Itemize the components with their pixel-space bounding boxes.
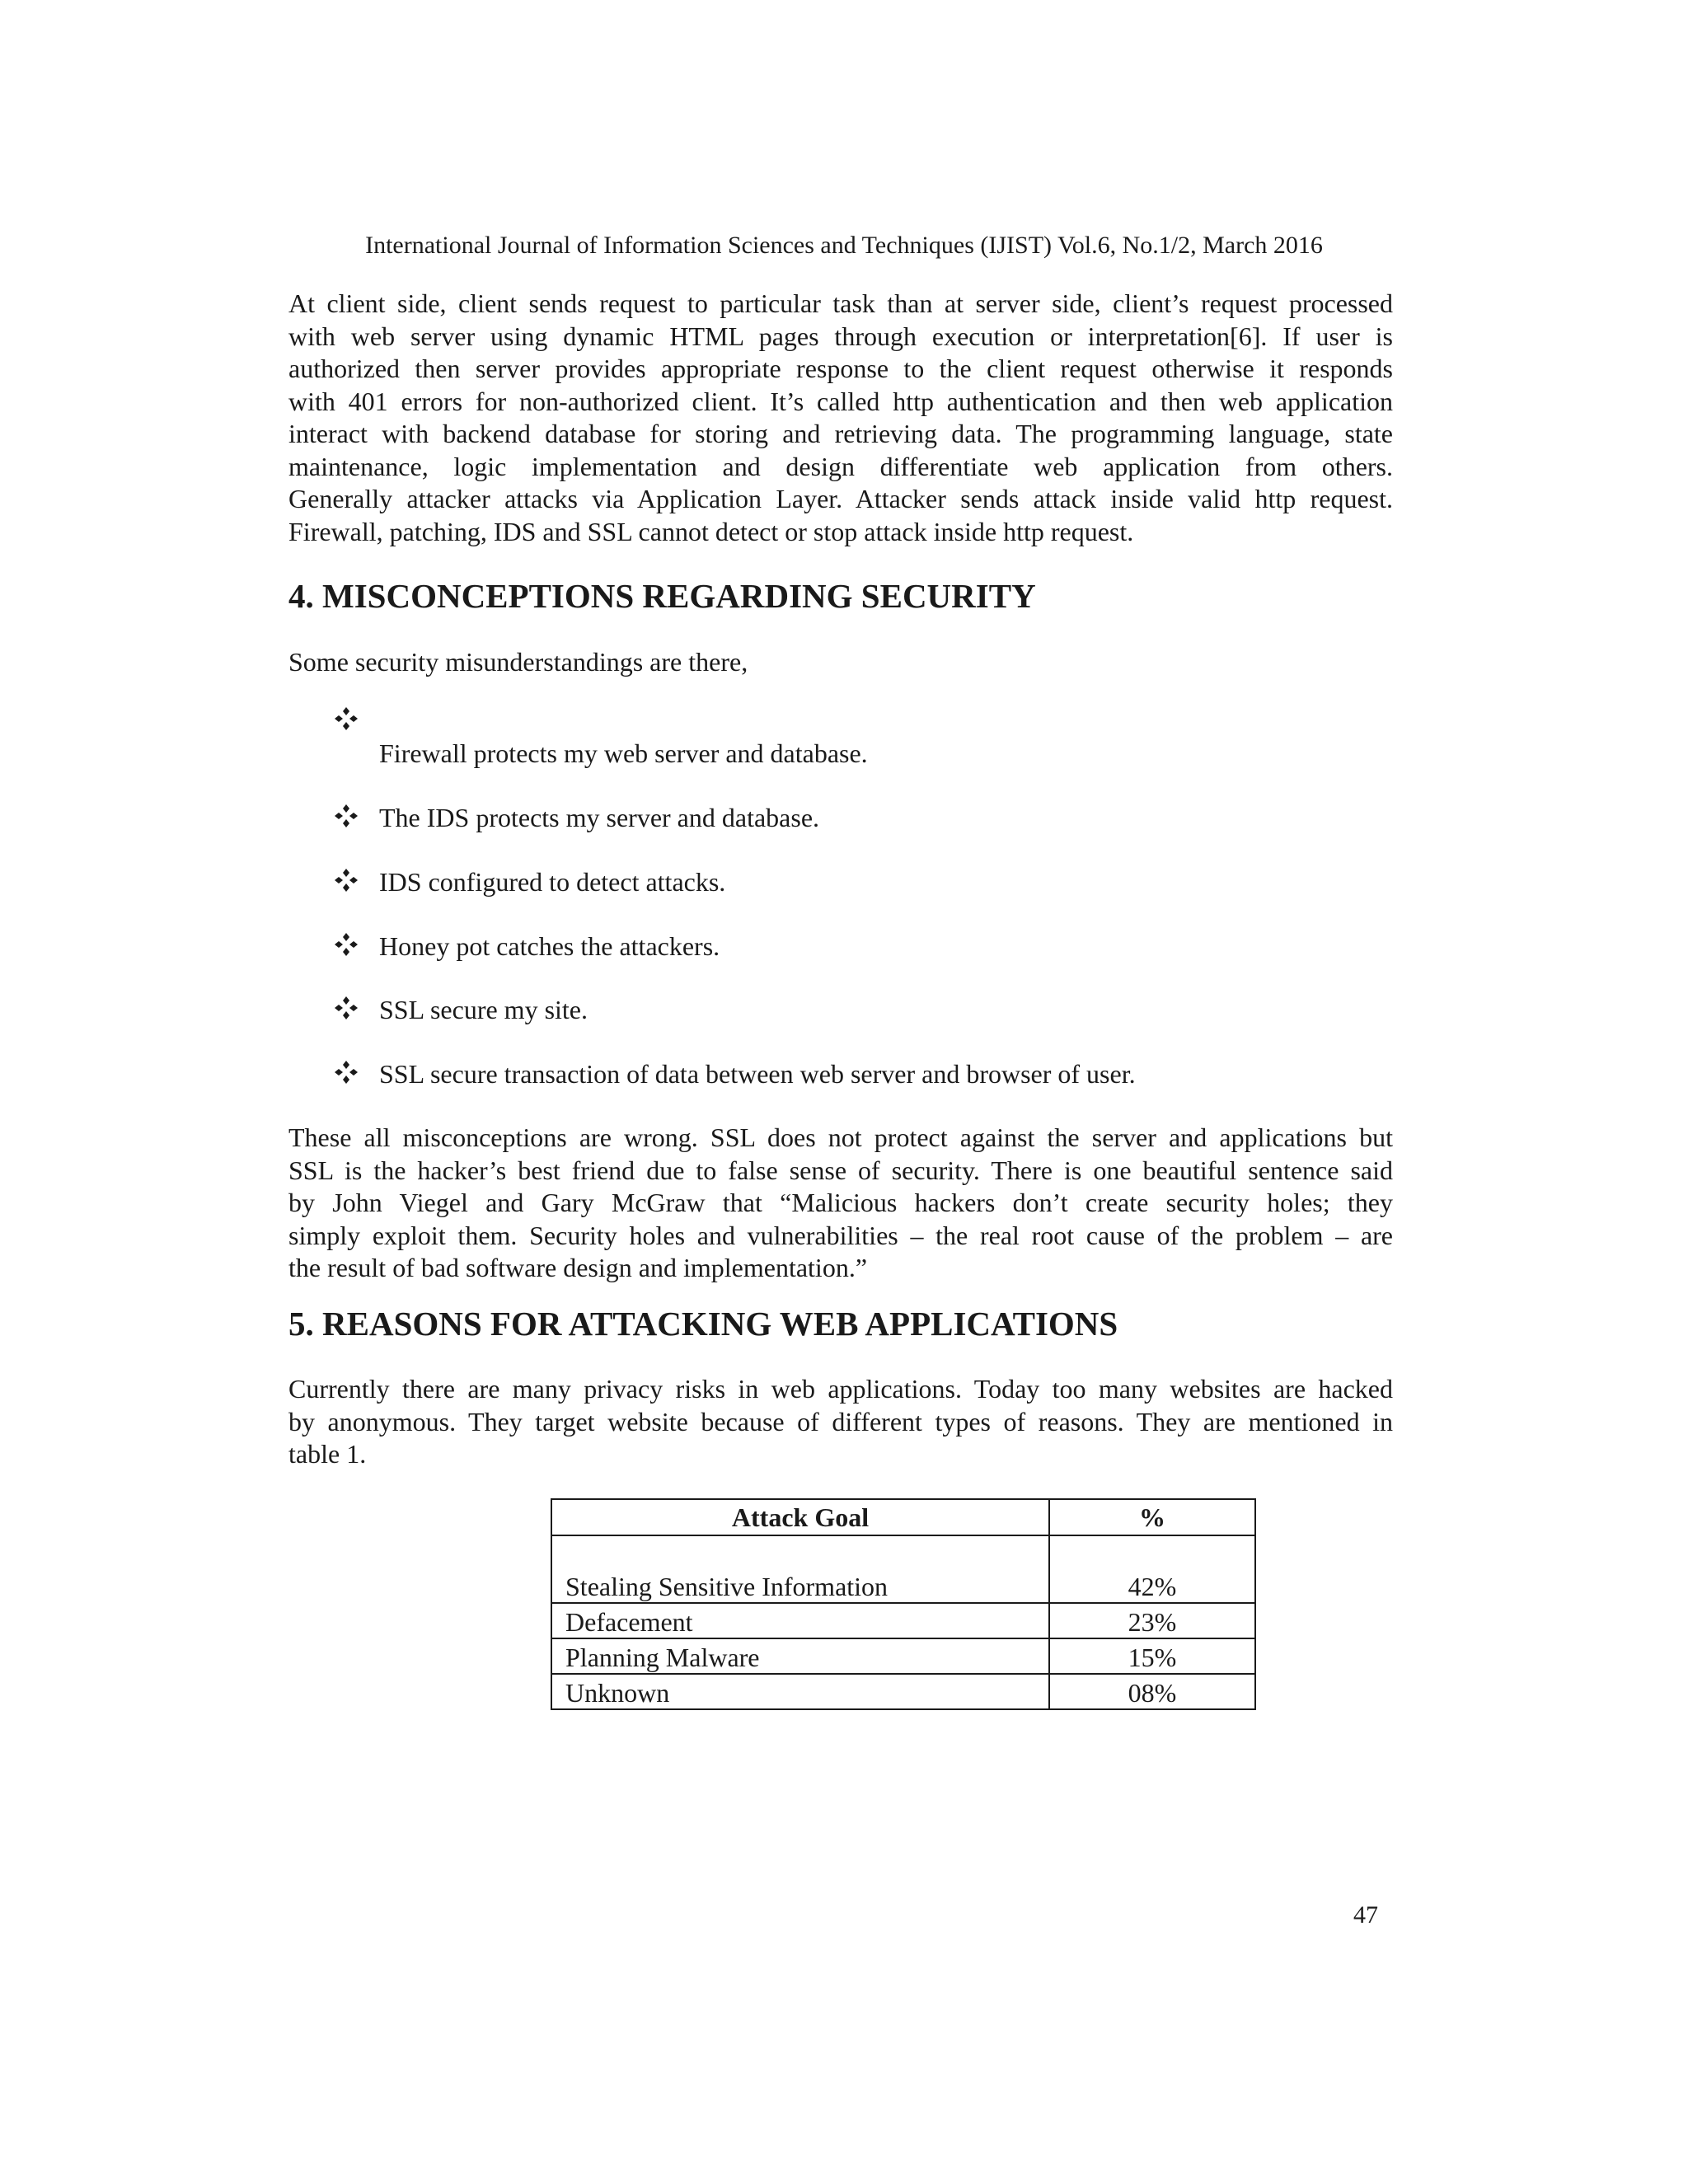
table-cell-goal: Unknown (551, 1674, 1049, 1709)
list-item (334, 706, 1389, 768)
table-cell-goal: Stealing Sensitive Information (551, 1535, 1049, 1603)
paragraph-line: with 401 errors for non-authorized client. It’s called http authentication and then web application (288, 386, 1393, 416)
intro-paragraph (288, 288, 1393, 548)
paragraph-line: At client side, client sends request to particular task than at server side, client’s request processed (288, 288, 1393, 318)
diamond-bullet-icon (334, 932, 359, 957)
running-header: International Journal of Information Sciences and Techniques (IJIST) Vol.6, No.1/2, March 2016 (365, 232, 1323, 259)
list-item (334, 802, 1389, 838)
list-item (334, 994, 1389, 1030)
table-cell-goal: Planning Malware (551, 1638, 1049, 1674)
table-cell-percent: 08% (1049, 1674, 1255, 1709)
diamond-bullet-icon (334, 804, 359, 828)
list-item (334, 1058, 1389, 1094)
paragraph-line: table 1. (288, 1439, 367, 1469)
table-row (551, 1674, 1255, 1709)
paragraph-line: These all misconceptions are wrong. SSL does not protect against the server and applications but (288, 1122, 1393, 1152)
list-item-text: SSL secure my site. (379, 995, 588, 1024)
table-cell-percent: 42% (1049, 1535, 1255, 1603)
table-cell-goal: Defacement (551, 1603, 1049, 1638)
paragraph-line: Firewall, patching, IDS and SSL cannot detect or stop attack inside http request. (288, 516, 1134, 546)
diamond-bullet-icon (334, 706, 359, 731)
paragraph-line: interact with backend database for storing and retrieving data. The programming language, state (288, 419, 1393, 448)
paragraph-line: Generally attacker attacks via Application Layer. Attacker sends attack inside valid http request. (288, 484, 1393, 513)
table-row (551, 1638, 1255, 1674)
diamond-bullet-icon (334, 1060, 359, 1085)
page-number: 47 (1353, 1901, 1378, 1929)
diamond-bullet-icon (334, 996, 359, 1020)
attack-goal-table (551, 1498, 1256, 1710)
table-cell-percent: 15% (1049, 1638, 1255, 1674)
paragraph-line: authorized then server provides appropriate response to the client request otherwise it responds (288, 354, 1393, 383)
paragraph-line: by John Viegel and Gary McGraw that “Malicious hackers don’t create security holes; they (288, 1188, 1393, 1217)
paragraph-line: by anonymous. They target website because of different types of reasons. They are mentioned in (288, 1406, 1393, 1436)
paragraph-line: the result of bad software design and implementation.” (288, 1253, 868, 1282)
section-5-heading: 5. REASONS FOR ATTACKING WEB APPLICATIONS (288, 1305, 1118, 1343)
list-item (334, 866, 1389, 902)
paragraph-line: simply exploit them. Security holes and vulnerabilities – the real root cause of the problem – are (288, 1220, 1393, 1250)
list-item-text: SSL secure transaction of data between web server and browser of user. (379, 1059, 1136, 1089)
paragraph-line: with web server using dynamic HTML pages through execution or interpretation[6]. If user is (288, 321, 1393, 351)
column-header-percent: % (1049, 1499, 1255, 1535)
list-item-text: Honey pot catches the attackers. (379, 931, 720, 961)
section-4-heading: 4. MISCONCEPTIONS REGARDING SECURITY (288, 577, 1036, 615)
paragraph-line: maintenance, logic implementation and design differentiate web application from others. (288, 451, 1393, 481)
diamond-bullet-icon (334, 868, 359, 893)
section-5-paragraph (288, 1373, 1393, 1471)
list-item-text: The IDS protects my server and database. (379, 803, 820, 832)
table-row (551, 1535, 1255, 1603)
section-4-intro: Some security misunderstandings are there, (288, 647, 748, 677)
list-item (334, 930, 1389, 967)
section-4-closing-paragraph (288, 1122, 1393, 1285)
column-header-attack-goal: Attack Goal (551, 1499, 1049, 1535)
table-header-row (551, 1499, 1255, 1535)
table-row (551, 1603, 1255, 1638)
list-item-text: Firewall protects my web server and database. (379, 738, 868, 768)
paragraph-line: Currently there are many privacy risks in web applications. Today too many websites are hacked (288, 1374, 1393, 1404)
list-item-text: IDS configured to detect attacks. (379, 867, 726, 897)
paragraph-line: SSL is the hacker’s best friend due to false sense of security. There is one beautiful sentence said (288, 1155, 1393, 1185)
table-cell-percent: 23% (1049, 1603, 1255, 1638)
